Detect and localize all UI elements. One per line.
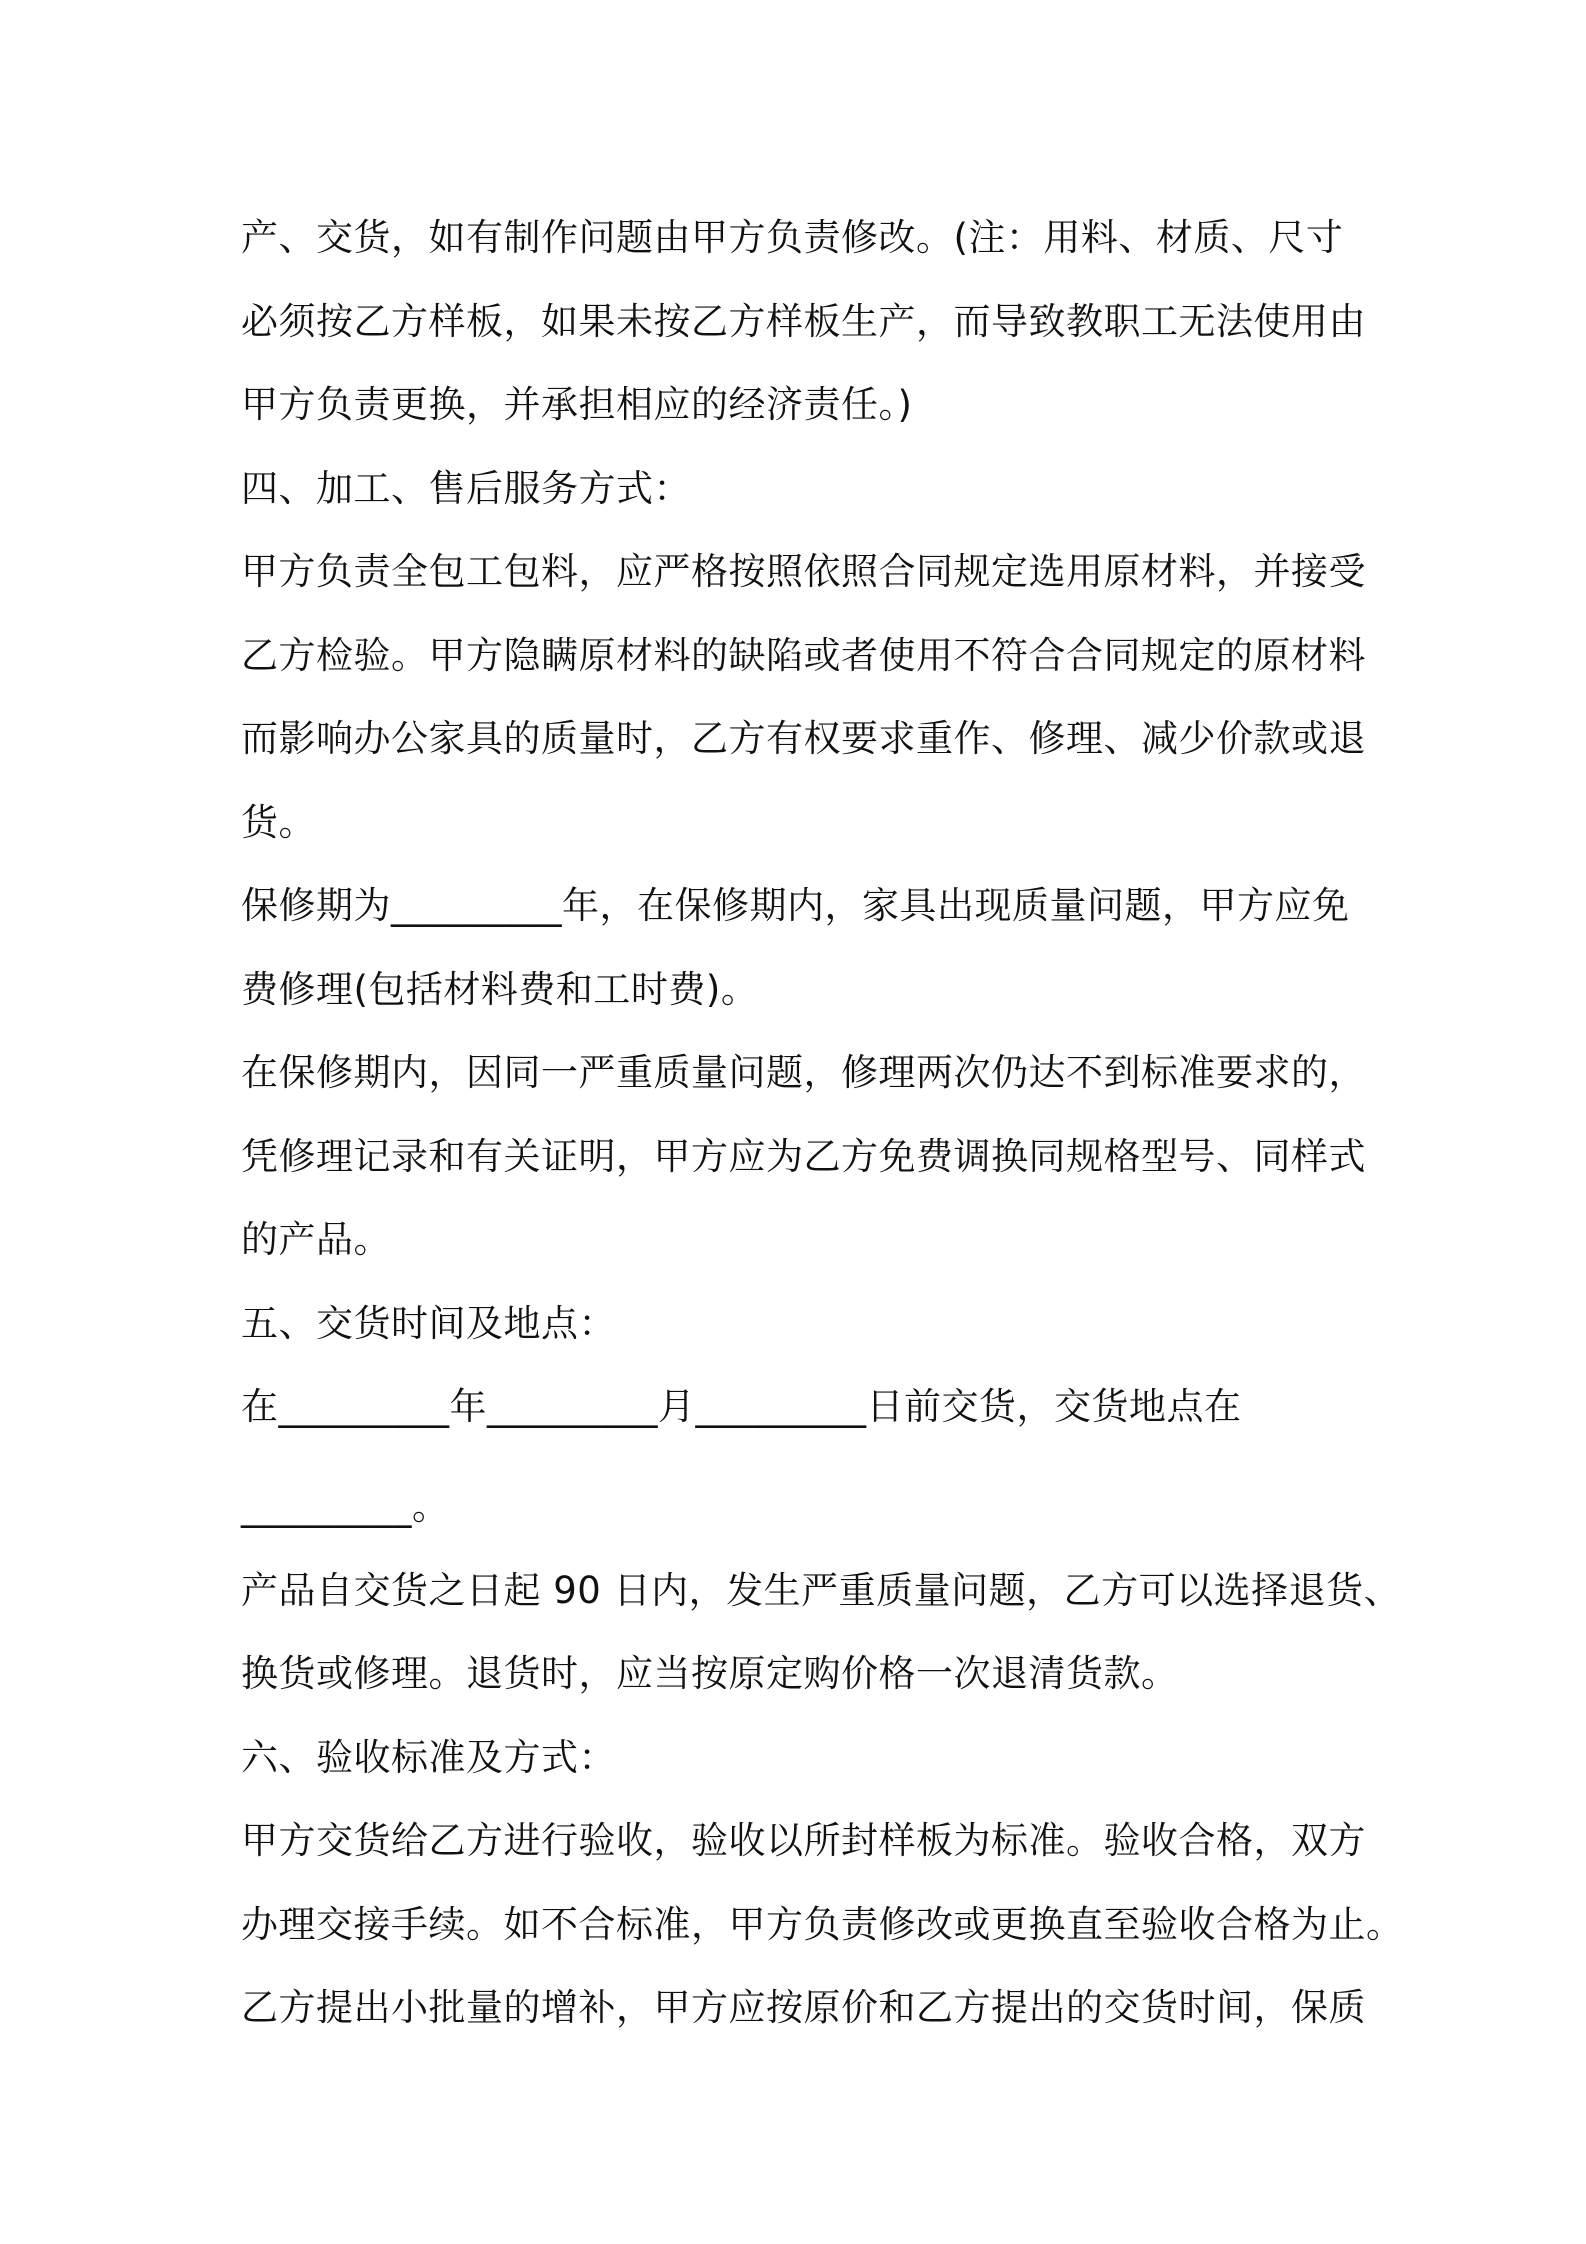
text-line: 产、交货，如有制作问题由甲方负责修改。(注：用料、材质、尺寸 bbox=[241, 216, 1344, 259]
text-line: 办理交接手续。如不合标准，甲方负责修改或更换直至验收合格为止。 bbox=[241, 1902, 1404, 1946]
text-line: 换货或修理。退货时，应当按原定购价格一次退清货款。 bbox=[241, 1652, 1179, 1695]
text-line: 乙方检验。甲方隐瞒原材料的缺陷或者使用不符合合同规定的原材料 bbox=[241, 633, 1366, 677]
text-line: 乙方提出小批量的增补，甲方应按原价和乙方提出的交货时间，保质 bbox=[241, 1986, 1366, 2029]
section-heading: 五、交货时间及地点： bbox=[241, 1301, 616, 1345]
text-line: 甲方负责全包工包料，应严格按照依照合同规定选用原材料，并接受 bbox=[241, 550, 1366, 593]
text-line: 的产品。 bbox=[241, 1218, 391, 1261]
text-line: 必须按乙方样板，如果未按乙方样板生产，而导致教职工无法使用由 bbox=[241, 299, 1366, 343]
text-line: 甲方交货给乙方进行验收，验收以所封样板为标准。验收合格，双方 bbox=[241, 1819, 1366, 1862]
text-line: 在保修期内，因同一严重质量问题，修理两次仍达不到标准要求的， bbox=[241, 1051, 1366, 1094]
text-line: 甲方负责更换，并承担相应的经济责任。) bbox=[241, 383, 913, 426]
text-line: 费修理(包括材料费和工时费)。 bbox=[241, 967, 759, 1011]
document-body bbox=[241, 196, 1404, 2050]
section-heading: 四、加工、售后服务方式： bbox=[241, 466, 691, 510]
section-heading: 六、验收标准及方式： bbox=[241, 1735, 616, 1779]
text-line: 在_________年_________月_________日前交货，交货地点在 bbox=[241, 1385, 1242, 1428]
text-line: 而影响办公家具的质量时，乙方有权要求重作、修理、减少价款或退 bbox=[241, 717, 1366, 760]
text-line: 保修期为_________年，在保修期内，家具出现质量问题，甲方应免 bbox=[241, 884, 1350, 927]
text-line: 产品自交货之日起 90 日内，发生严重质量问题，乙方可以选择退货、 bbox=[241, 1568, 1402, 1612]
text-line: 凭修理记录和有关证明，甲方应为乙方免费调换同规格型号、同样式 bbox=[241, 1134, 1366, 1178]
text-line: 货。 bbox=[241, 800, 316, 844]
text-line: _________。 bbox=[241, 1485, 450, 1528]
